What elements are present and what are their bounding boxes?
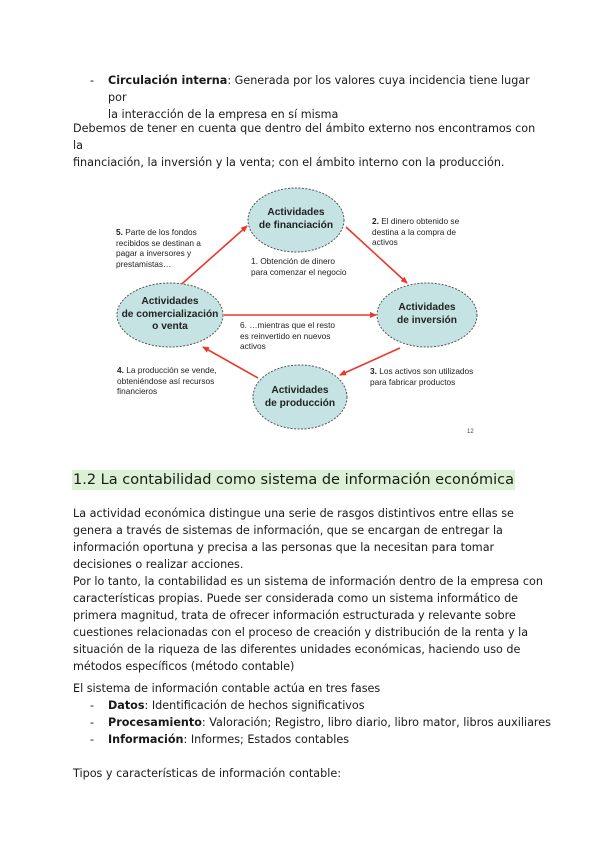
note-4: 4. La producción se vende, obteniéndose así recursos financieros <box>117 365 217 397</box>
phase-item-procesamiento: Procesamiento: Valoración; Registro, libro diario, libro mator, libros auxiliares <box>108 716 551 729</box>
section-heading: 1.2 La contabilidad como sistema de información económica <box>73 472 515 488</box>
paragraph-line: financiación, la inversión y la venta; con el ámbito interno con la producción. <box>73 156 505 169</box>
node-inversion-label: Actividades de inversión <box>396 302 457 326</box>
note-2: 2. El dinero obtenido se destina a la compra de activos <box>372 216 460 248</box>
section-paragraph-1: La actividad económica distingue una serie de rasgos distintivos entre ellas se genera a través de sistemas de información, que se encargan de entregar la información oportuna y precisa a las personas que la necesitan para tomar decisiones o realizar acciones. <box>73 507 514 571</box>
node-comercializacion-label: Actividades de comercialización o venta <box>121 296 219 332</box>
bullet-label: Circulación interna <box>108 74 228 87</box>
slide-number: 12 <box>467 429 474 435</box>
bullet-text-cont: la interacción de la empresa en sí misma <box>108 108 339 121</box>
note-3: 3. Los activos son utilizados para fabricar productos <box>370 366 474 387</box>
node-produccion-label: Actividades de producción <box>264 385 336 409</box>
note-1: 1. Obtención de dinero para comenzar el negocio <box>251 256 347 277</box>
phases-intro: El sistema de información contable actúa en tres fases <box>73 682 381 695</box>
node-financiacion-label: Actividades de financiación <box>258 207 334 231</box>
bullet-dash: - <box>90 716 95 729</box>
paragraph-line: Debemos de tener en cuenta que dentro del ámbito externo nos encontramos con la <box>73 122 536 152</box>
types-intro: Tipos y características de información contable: <box>73 767 342 780</box>
phase-item-informacion: Información: Informes; Estados contables <box>108 733 350 746</box>
bullet-dash: - <box>90 733 95 746</box>
bullet-dash: - <box>90 74 95 87</box>
note-5: 5. Parte de los fondos recibidos se destinan a pagar a inversores y prestamistas… <box>116 227 201 269</box>
bullet-text: : Generada por los valores cuya incidencia tiene lugar por <box>108 74 530 104</box>
bullet-dash: - <box>90 699 95 712</box>
phase-item-datos: Datos: Identificación de hechos significativos <box>108 699 365 712</box>
section-paragraph-2: Por lo tanto, la contabilidad es un sistema de información dentro de la empresa con características propias. Puede ser considerada como un sistema informático de primera magnitud, trata de ofrecer información estructurada y relevante sobre cuestiones relacionadas con el proceso de creación y distribución de la renta y la situación de la riqueza de las diferentes unidades económicas, haciendo uso de métodos específicos (método contable) <box>73 575 543 673</box>
note-6: 6. …mientras que el resto es reinvertido en nuevos activos <box>240 320 335 352</box>
